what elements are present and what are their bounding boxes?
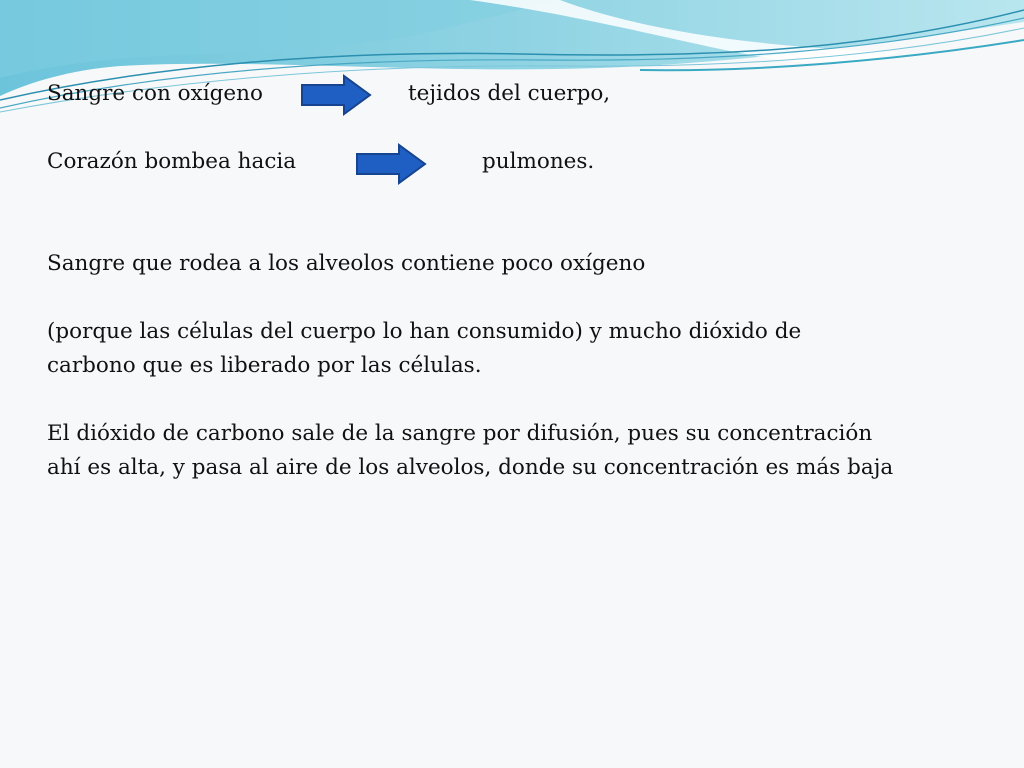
row1-right-text: tejidos del cuerpo, [408,81,611,106]
right-arrow-icon [300,74,372,116]
right-arrow-icon [355,143,427,185]
paragraph-3-line-2: ahí es alta, y pasa al aire de los alveolos, donde su concentración es más baja [47,455,894,480]
paragraph-2-line-2: carbono que es liberado por las células. [47,353,482,378]
paragraph-3-line-1: El dióxido de carbono sale de la sangre por difusión, pues su concentración [47,421,873,446]
paragraph-2-line-1: (porque las células del cuerpo lo han consumido) y mucho dióxido de [47,319,802,344]
paragraph-1: Sangre que rodea a los alveolos contiene poco oxígeno [47,251,646,276]
row2-right-text: pulmones. [482,149,595,174]
row1-left-text: Sangre con oxígeno [47,81,263,106]
row2-left-text: Corazón bombea hacia [47,149,297,174]
